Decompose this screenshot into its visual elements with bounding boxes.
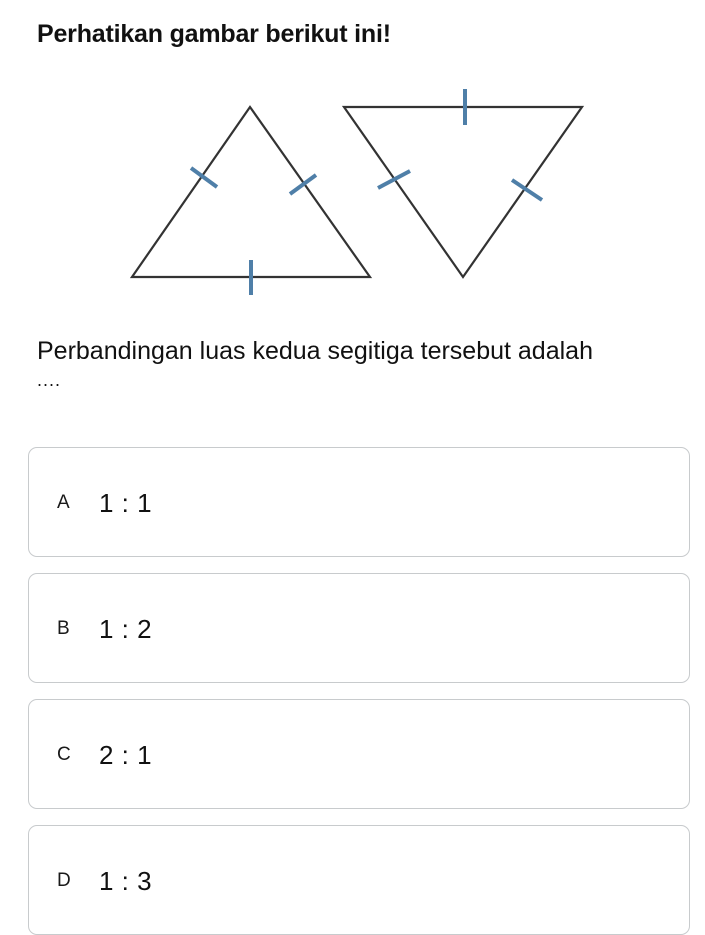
option-letter: D: [57, 870, 71, 891]
option-value: 1 : 3: [99, 866, 153, 896]
right-side-tick: [512, 180, 542, 200]
option-value: 2 : 1: [99, 740, 153, 770]
upright-triangle: [132, 107, 370, 295]
question-text: [37, 334, 697, 392]
option-d[interactable]: [28, 825, 690, 935]
option-b[interactable]: [28, 573, 690, 683]
option-letter: C: [57, 744, 71, 765]
inverted-triangle: [344, 89, 582, 277]
option-value: 1 : 2: [99, 614, 153, 644]
option-c[interactable]: [28, 699, 690, 809]
question-line: Perbandingan luas kedua segitiga tersebut adalah: [37, 337, 593, 365]
option-letter: B: [57, 618, 70, 639]
inverted-triangle-outline: [344, 107, 582, 277]
left-side-tick: [378, 171, 410, 188]
left-side-tick: [191, 168, 217, 187]
question-continuation: ....: [37, 370, 62, 390]
triangles-figure: [0, 80, 705, 300]
option-a[interactable]: [28, 447, 690, 557]
option-value: 1 : 1: [99, 488, 153, 518]
upright-triangle-outline: [132, 107, 370, 277]
option-letter: A: [57, 492, 70, 513]
prompt-heading: Perhatikan gambar berikut ini!: [37, 20, 391, 48]
right-side-tick: [290, 175, 316, 194]
